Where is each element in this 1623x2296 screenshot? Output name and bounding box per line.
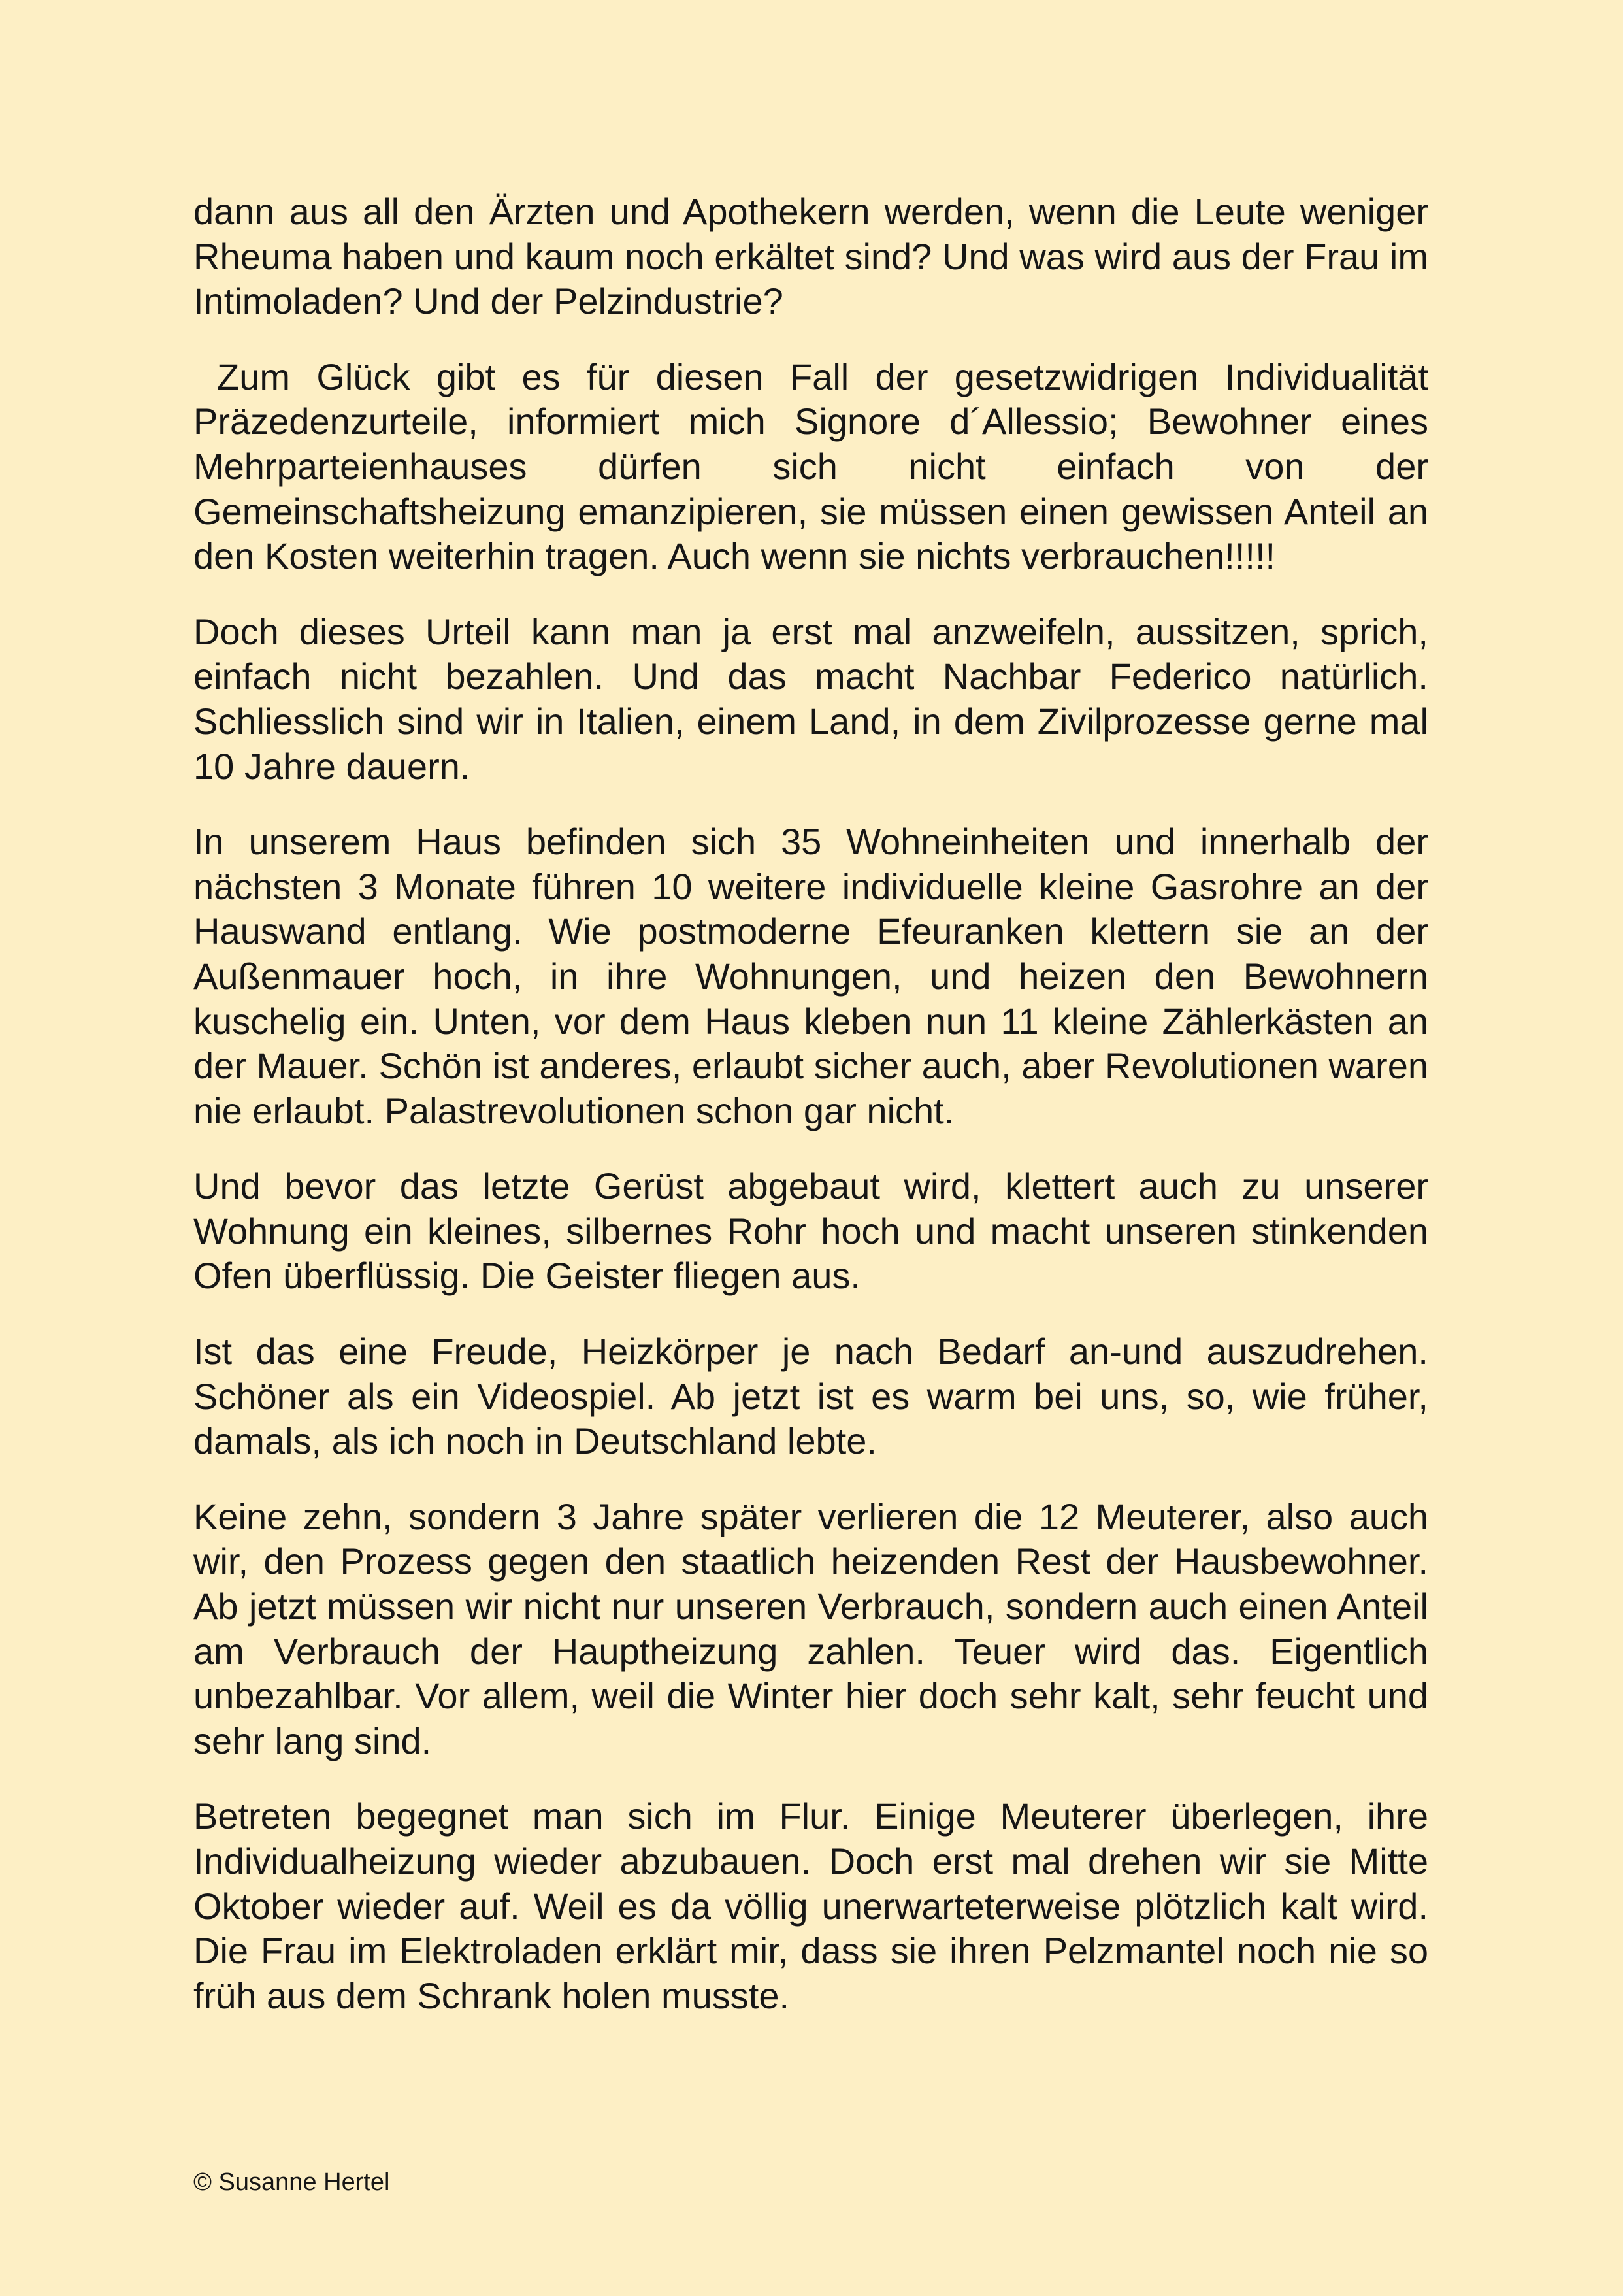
paragraph-8: Betreten begegnet man sich im Flur. Einige Meuterer überlegen, ihre Individualheizung wieder abzubauen. Doch erst mal drehen wir sie Mitte Oktober wieder auf. Weil es da völlig unerwarteterweise plötzlich kalt wird. Die Frau im Elektroladen erklärt mir, dass sie ihren Pelzmantel noch nie so früh aus dem Schrank holen musste. xyxy=(193,1795,1428,2016)
paragraph-5: Und bevor das letzte Gerüst abgebaut wird, klettert auch zu unserer Wohnung ein kleines, silbernes Rohr hoch und macht unseren stinkenden Ofen überflüssig. Die Geister fliegen aus. xyxy=(193,1165,1428,1297)
paragraph-3: Doch dieses Urteil kann man ja erst mal anzweifeln, aussitzen, sprich, einfach nicht bezahlen. Und das macht Nachbar Federico natürlich. Schliesslich sind wir in Italien, einem Land, in dem Zivilprozesse gerne mal 10 Jahre dauern. xyxy=(193,610,1428,787)
copyright-notice: © Susanne Hertel xyxy=(193,2169,390,2196)
paragraph-6: Ist das eine Freude, Heizkörper je nach Bedarf an-und auszudrehen. Schöner als ein Videospiel. Ab jetzt ist es warm bei uns, so, wie früher, damals, als ich noch in Deutschland lebte. xyxy=(193,1331,1428,1462)
paragraph-1: dann aus all den Ärzten und Apothekern werden, wenn die Leute weniger Rheuma haben und kaum noch erkältet sind? Und was wird aus der Frau im Intimoladen? Und der Pelzindustrie? xyxy=(193,191,1428,322)
paragraph-2: Zum Glück gibt es für diesen Fall der gesetzwidrigen Individualität Präzedenzurteile, informiert mich Signore d´Allessio; Bewohner eines Mehrparteienhauses dürfen sich nicht einfach von der Gemeinschaftsheizung emanzipieren, sie müssen einen gewissen Anteil an den Kosten weiterhin tragen. Auch wenn sie nichts verbrauchen!!!!! xyxy=(193,356,1428,577)
paragraph-4: In unserem Haus befinden sich 35 Wohneinheiten und innerhalb der nächsten 3 Monate führen 10 weitere individuelle kleine Gasrohre an der Hauswand entlang. Wie postmoderne Efeuranken klettern sie an der Außenmauer hoch, in ihre Wohnungen, und heizen den Bewohnern kuschelig ein. Unten, vor dem Haus kleben nun 11 kleine Zählerkästen an der Mauer. Schön ist anderes, erlaubt sicher auch, aber Revolutionen waren nie erlaubt. Palastrevolutionen schon gar nicht. xyxy=(193,821,1428,1131)
paragraph-7: Keine zehn, sondern 3 Jahre später verlieren die 12 Meuterer, also auch wir, den Prozess gegen den staatlich heizenden Rest der Hausbewohner. Ab jetzt müssen wir nicht nur unseren Verbrauch, sondern auch einen Anteil am Verbrauch der Hauptheizung zahlen. Teuer wird das. Eigentlich unbezahlbar. Vor allem, weil die Winter hier doch sehr kalt, sehr feucht und sehr lang sind. xyxy=(193,1495,1428,1761)
document-body xyxy=(193,190,1428,2049)
